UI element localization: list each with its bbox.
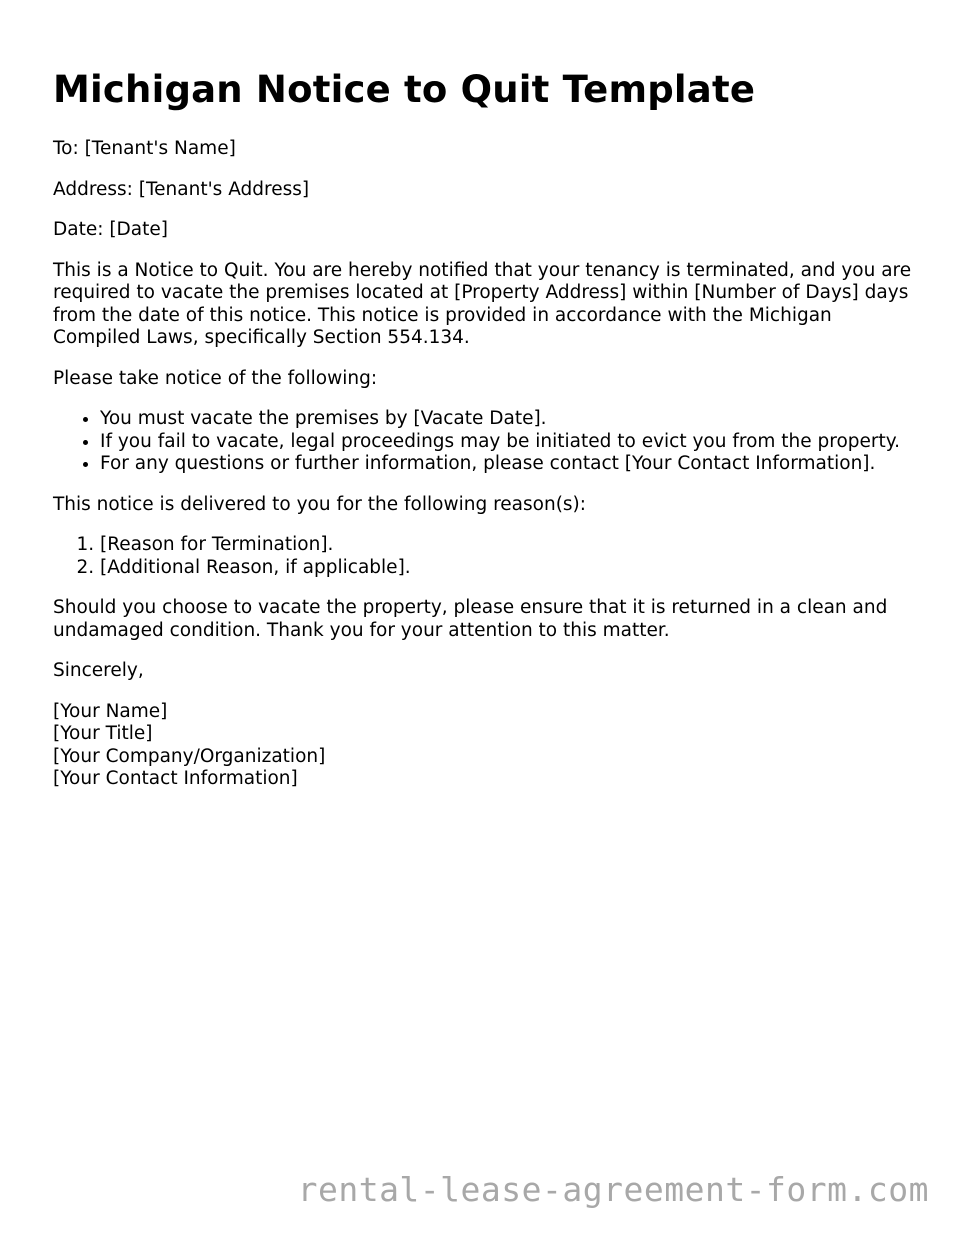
date-field: Date: [Date] [53, 219, 168, 240]
reasons-list [53, 534, 913, 579]
signature-contact: [Your Contact Information] [53, 768, 298, 789]
list-item: • For any questions or further information, please contact [Your Contact Information]. [100, 453, 913, 476]
signature-company: [Your Company/Organization] [53, 745, 326, 767]
sign-off: Sincerely, [53, 660, 144, 681]
list-item: 2. [Additional Reason, if applicable]. [100, 557, 913, 580]
to-field: To: [Tenant's Name] [53, 138, 236, 159]
signature-block [53, 701, 913, 791]
reasons-heading: This notice is delivered to you for the following reason(s): [53, 493, 586, 515]
list-item: 1. [Reason for Termination]. [100, 534, 913, 557]
document-page [53, 66, 913, 791]
signature-name: [Your Name] [53, 700, 168, 722]
list-item: • If you fail to vacate, legal proceedings may be initiated to evict you from the property. [100, 431, 913, 454]
closing-paragraph: Should you choose to vacate the property, please ensure that it is returned in a clean and undamaged condition. Thank you for your attention to this matter. [53, 597, 888, 641]
notice-heading: Please take notice of the following: [53, 367, 378, 389]
page-title: Michigan Notice to Quit Template [53, 68, 756, 111]
address-field: Address: [Tenant's Address] [53, 178, 310, 200]
intro-paragraph: This is a Notice to Quit. You are hereby notified that your tenancy is terminated, and you are required to vacate the premises located at [Property Address] within [Number of Days] days from the date of this notice. This notice is provided in accordance with the Michigan Compiled Laws, specifically Section 554.134. [53, 259, 912, 348]
watermark: rental-lease-agreement-form.com [297, 1170, 929, 1209]
notice-list [53, 408, 913, 476]
signature-title: [Your Title] [53, 723, 153, 744]
list-item: • You must vacate the premises by [Vacate Date]. [100, 408, 913, 431]
